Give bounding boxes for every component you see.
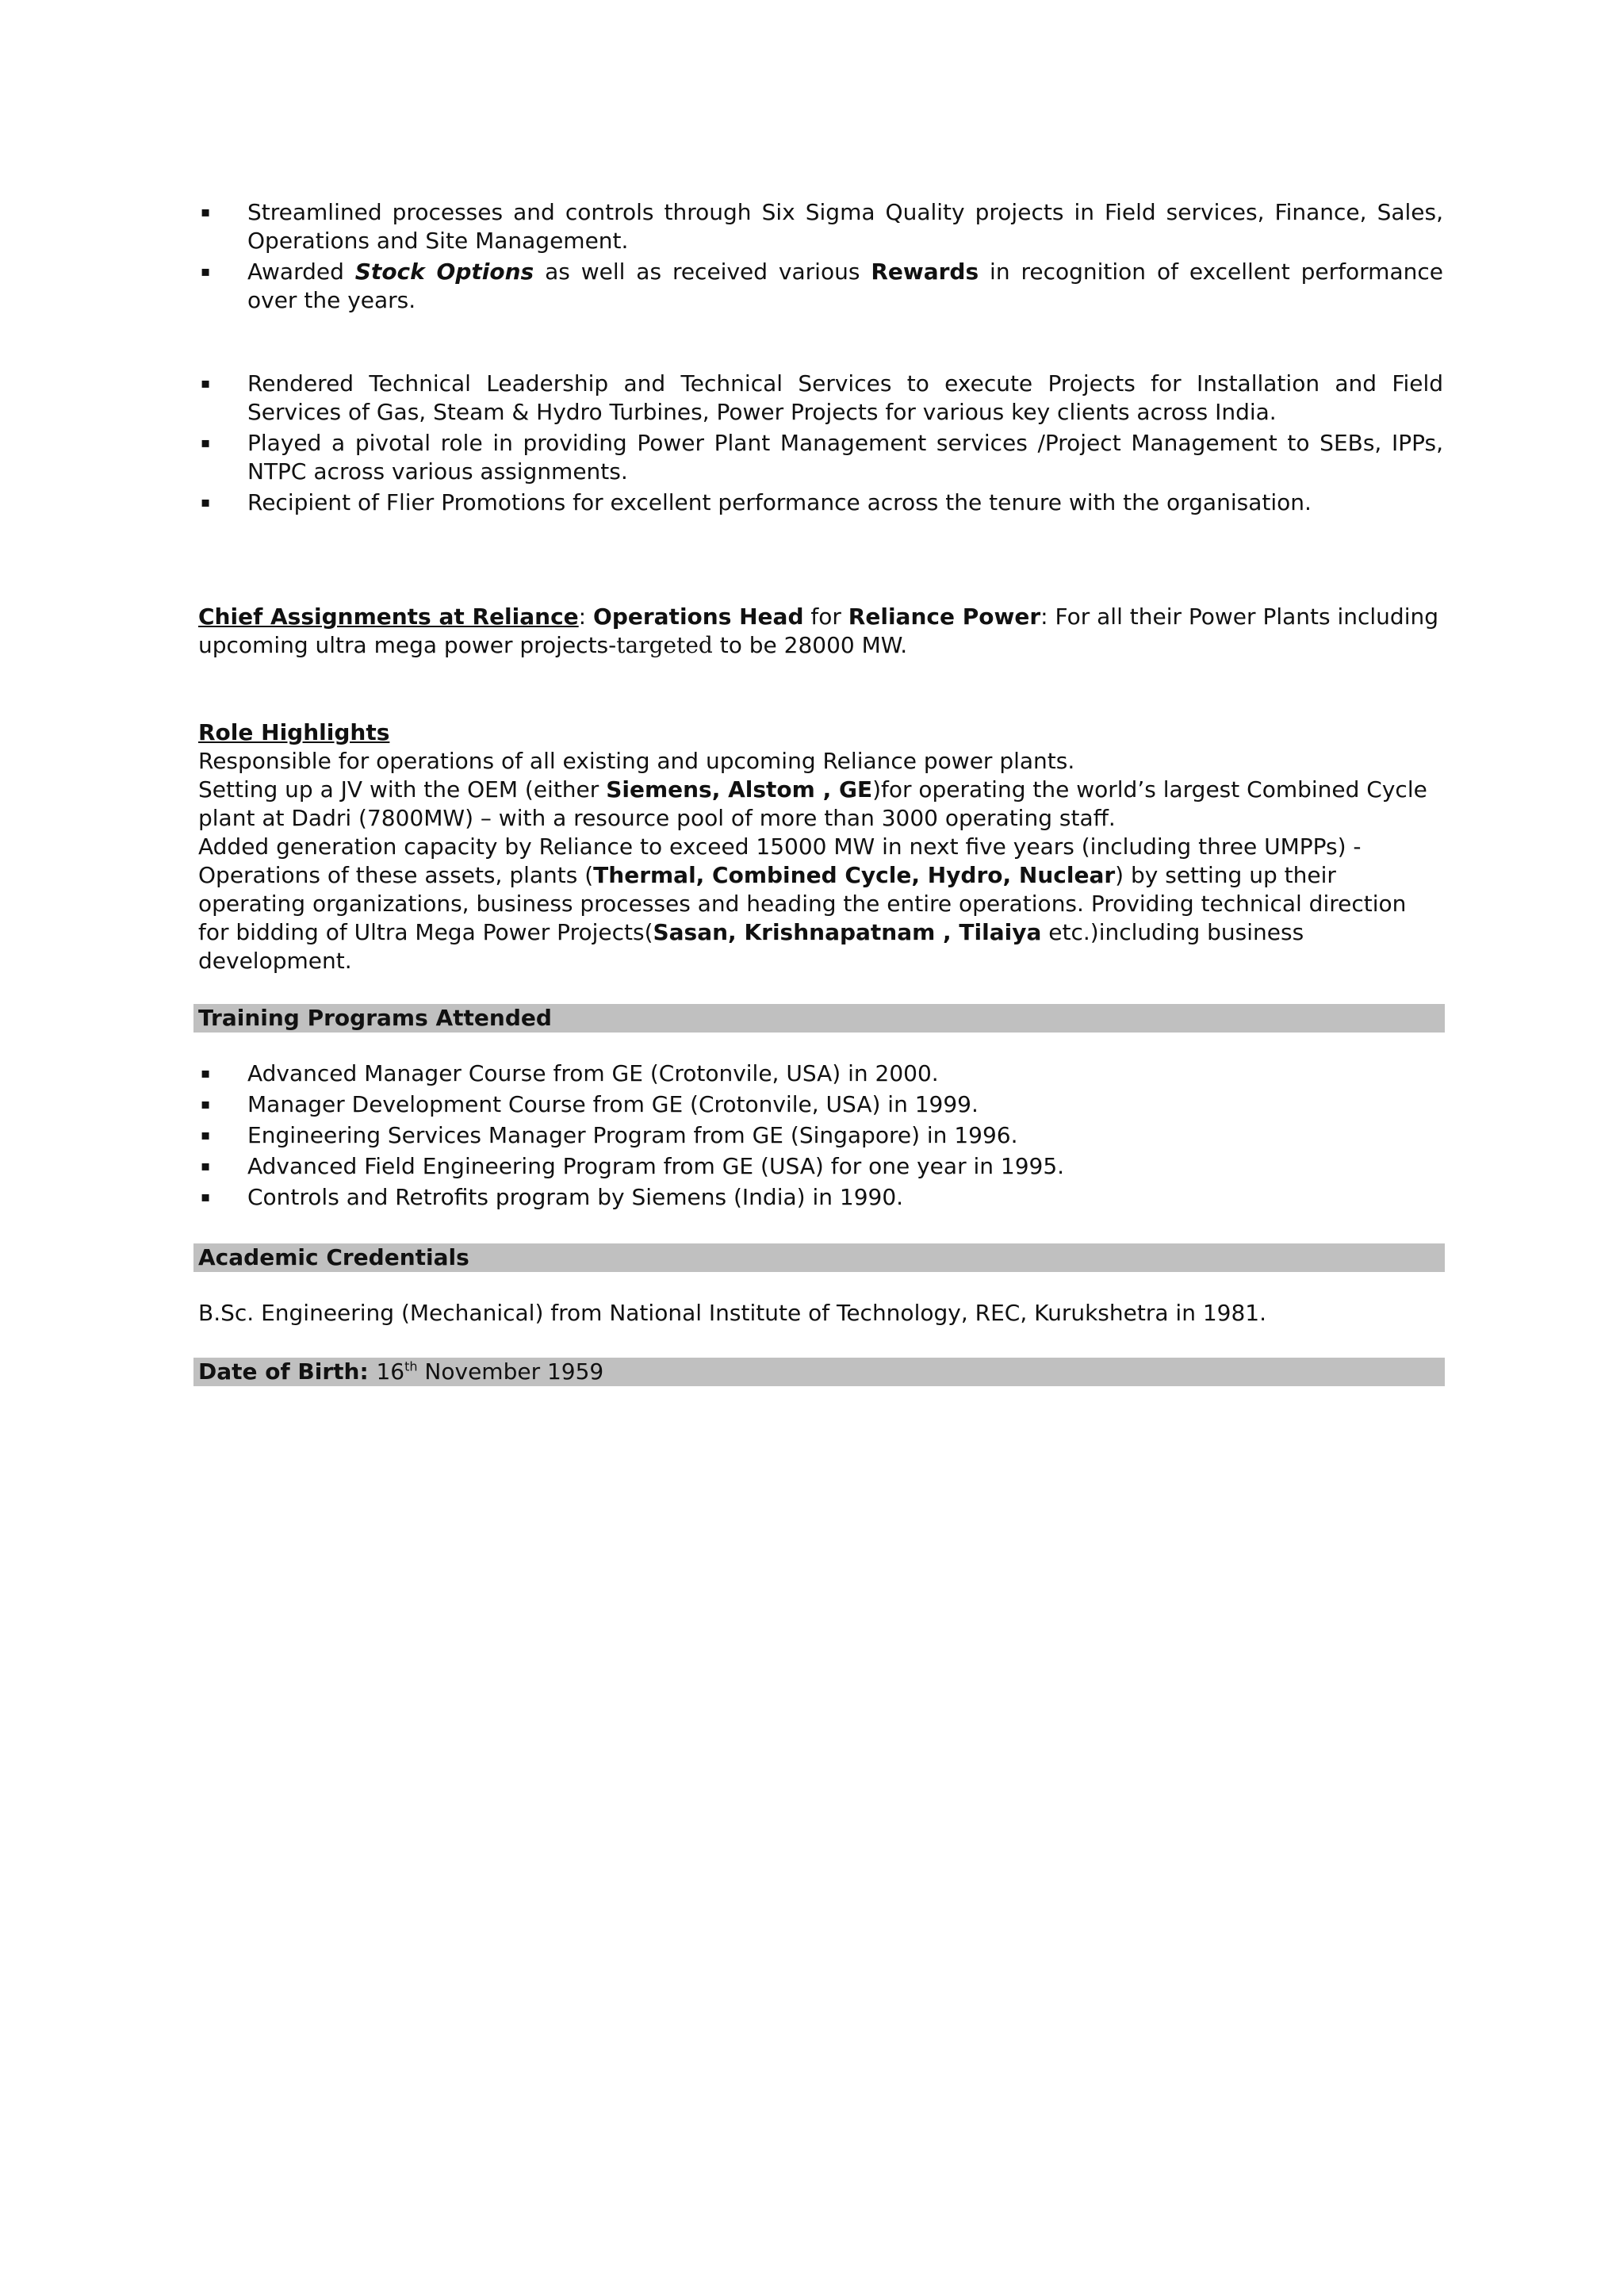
training-item: Advanced Manager Course from GE (Crotonvile, USA) in 2000.	[247, 1060, 939, 1086]
bullet-icon: ▪	[201, 1127, 211, 1144]
academic-text-block	[198, 1299, 1443, 1328]
bullet-icon: ▪	[201, 494, 211, 511]
bullet-text: Rendered Technical Leadership and Technical Services to execute Projects for Installation and Field Services of Gas, Steam & Hydro Turbines, Power Projects for various key clients across India.	[247, 370, 1443, 425]
achievements-mid	[198, 370, 1443, 519]
oem-names: Siemens, Alstom , GE	[606, 776, 873, 803]
chief-assignments	[198, 603, 1443, 660]
list-item	[198, 1090, 1443, 1119]
list-item	[198, 1183, 1443, 1212]
training-list	[198, 1059, 1443, 1214]
list-item	[198, 258, 1443, 315]
dob-suffix: th	[404, 1358, 418, 1374]
awarded-mid: as well as received various	[534, 259, 871, 285]
role-line-2-pre: Setting up a JV with the OEM (either	[198, 776, 607, 803]
academic-heading: Academic Credentials	[198, 1244, 469, 1270]
bullet-icon: ▪	[201, 263, 211, 280]
role-line-3-post: etc.)including business development.	[198, 919, 1304, 974]
academic-heading-bar	[193, 1243, 1445, 1272]
dob-day: 16	[376, 1358, 405, 1385]
training-item: Advanced Field Engineering Program from GE (USA) for one year in 1995.	[247, 1153, 1065, 1179]
chief-tail: to be 28000 MW.	[712, 632, 908, 658]
targeted-text: targeted	[616, 632, 713, 658]
rewards-text: Rewards	[871, 259, 979, 285]
role-line-3-mid: ) by setting up their operating organizations, business processes and heading the entire operations. Providing technical direction for bidding of Ultra Mega Power Projects(	[198, 862, 1407, 945]
bullet-icon: ▪	[201, 1096, 211, 1113]
role-line-2	[198, 776, 1443, 833]
bullet-icon: ▪	[201, 1065, 211, 1082]
training-heading: Training Programs Attended	[198, 1005, 552, 1031]
bullet-text: Streamlined processes and controls through Six Sigma Quality projects in Field services, Finance, Sales, Operations and Site Management.	[247, 199, 1443, 254]
role-line-3	[198, 833, 1443, 975]
bullet-icon: ▪	[201, 204, 211, 220]
role-line-1: Responsible for operations of all existing and upcoming Reliance power plants.	[198, 748, 1075, 774]
role-highlights-heading: Role Highlights	[198, 719, 390, 745]
list-item	[198, 1121, 1443, 1150]
list-item	[198, 1059, 1443, 1088]
bullet-text: Recipient of Flier Promotions for excellent performance across the tenure with the organisation.	[247, 489, 1312, 515]
awarded-pre: Awarded	[247, 259, 355, 285]
bullet-icon: ▪	[201, 435, 211, 451]
academic-text: B.Sc. Engineering (Mechanical) from National Institute of Technology, REC, Kurukshetra in 1981.	[198, 1300, 1266, 1326]
list-item	[198, 429, 1443, 486]
achievements-top	[198, 198, 1443, 317]
bullet-icon: ▪	[201, 375, 211, 392]
bullet-icon: ▪	[201, 1189, 211, 1205]
list-item	[198, 198, 1443, 255]
training-item: Manager Development Course from GE (Crotonvile, USA) in 1999.	[247, 1091, 979, 1117]
stock-options-text: Stock Options	[354, 259, 534, 285]
colon: :	[578, 603, 594, 630]
chief-role: Operations Head	[593, 603, 804, 630]
list-item	[198, 1152, 1443, 1181]
dob-bar	[193, 1358, 1445, 1386]
role-line-2-post: )for operating the world’s largest Combined Cycle plant at Dadri (7800MW) – with a resource pool of more than 3000 operating staff.	[198, 776, 1427, 831]
list-item	[198, 489, 1443, 517]
dob-value	[376, 1358, 603, 1385]
training-item: Controls and Retrofits program by Siemens (India) in 1990.	[247, 1184, 904, 1210]
role-line-3-pre: Added generation capacity by Reliance to exceed 15000 MW in next five years (including three UMPPs) - Operations of these assets, plants (	[198, 833, 1362, 888]
chief-company: Reliance Power	[848, 603, 1041, 630]
dob-label: Date of Birth:	[198, 1358, 369, 1385]
training-heading-bar	[193, 1004, 1445, 1033]
chief-heading: Chief Assignments at Reliance	[198, 603, 579, 630]
dob-rest: November 1959	[424, 1358, 604, 1385]
bullet-text: Played a pivotal role in providing Power Plant Management services /Project Management to SEBs, IPPs, NTPC across various assignments.	[247, 430, 1443, 485]
bullet-icon: ▪	[201, 1158, 211, 1174]
chief-rest: : For all their Power Plants including upcoming ultra mega power projects-	[198, 603, 1438, 658]
plant-types: Thermal, Combined Cycle, Hydro, Nuclear	[593, 862, 1116, 888]
training-item: Engineering Services Manager Program from GE (Singapore) in 1996.	[247, 1122, 1018, 1148]
role-highlights	[198, 718, 1443, 975]
for-text: for	[803, 603, 848, 630]
awarded-post: in recognition of excellent performance over the years.	[247, 259, 1443, 313]
umpp-names: Sasan, Krishnapatnam , Tilaiya	[653, 919, 1042, 945]
list-item	[198, 370, 1443, 427]
